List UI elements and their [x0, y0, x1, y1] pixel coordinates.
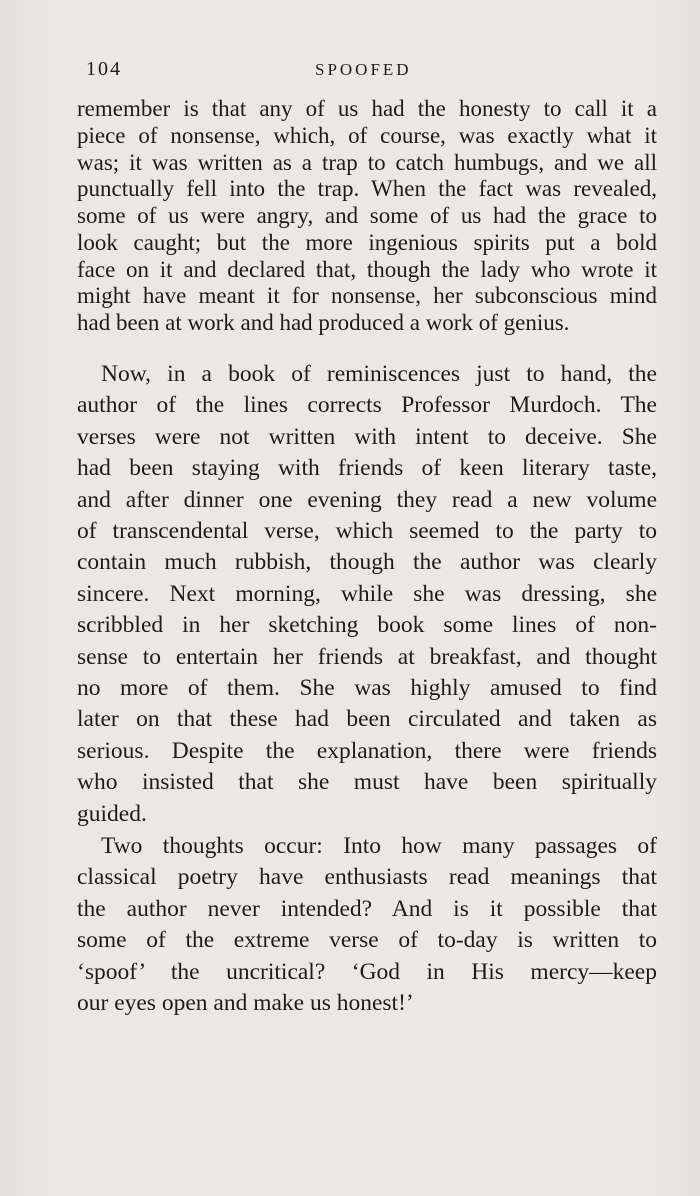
text-line: had been at work and had produced a work of genius.	[77, 310, 570, 335]
text-line: and after dinner one evening they read a new volume	[77, 486, 657, 513]
text-line: remember is that any of us had the honesty to call it a	[77, 96, 657, 121]
text-line: some of us were angry, and some of us had the grace to	[77, 203, 657, 228]
text-line: classical poetry have enthusiasts read meanings that	[77, 864, 657, 891]
text-line: was; it was written as a trap to catch humbugs, and we all	[77, 149, 657, 175]
paragraph-2	[77, 359, 657, 830]
text-line: the author never intended? And is it possible that	[77, 895, 657, 922]
text-line: contain much rubbish, though the author was clearly	[77, 549, 657, 576]
text-line: verses were not written with intent to deceive. She	[77, 423, 657, 450]
text-line: look caught; but the more ingenious spirits put a bold	[77, 229, 657, 255]
text-line: later on that these had been circulated and taken as	[77, 706, 657, 733]
text-line: serious. Despite the explanation, there were friends	[77, 737, 657, 764]
text-line: might have meant it for nonsense, her subconscious mind	[77, 283, 657, 309]
text-line: ‘spoof’ the uncritical? ‘God in His mercy—keep	[77, 958, 657, 985]
text-line: Now, in a book of reminiscences just to hand, the	[101, 361, 657, 387]
text-line: author of the lines corrects Professor Murdoch. The	[77, 392, 657, 419]
text-line: piece of nonsense, which, of course, was exactly what it	[77, 122, 657, 148]
page-number: 104	[86, 58, 122, 80]
text-line: sincere. Next morning, while she was dressing, she	[77, 580, 657, 607]
text-line: no more of them. She was highly amused to find	[77, 675, 657, 702]
text-line: of transcendental verse, which seemed to the party to	[77, 518, 657, 545]
text-line: our eyes open and make us honest!’	[77, 990, 414, 1017]
text-line: who insisted that she must have been spiritually	[77, 769, 657, 796]
text-line: punctually fell into the trap. When the fact was revealed,	[77, 176, 657, 202]
text-line: some of the extreme verse of to-day is written to	[77, 927, 657, 954]
text-line: scribbled in her sketching book some lines of non-	[77, 612, 657, 639]
text-line: had been staying with friends of keen literary taste,	[77, 455, 657, 482]
text-line: face on it and declared that, though the lady who wrote it	[77, 256, 657, 282]
running-title: SPOOFED	[315, 60, 412, 79]
text-line: sense to entertain her friends at breakfast, and thought	[77, 643, 657, 670]
paragraph-1	[77, 96, 657, 337]
text-line: Two thoughts occur: Into how many passages of	[101, 833, 657, 859]
text-line: guided.	[77, 800, 147, 827]
paragraph-3	[77, 831, 657, 1019]
running-head	[86, 58, 646, 86]
